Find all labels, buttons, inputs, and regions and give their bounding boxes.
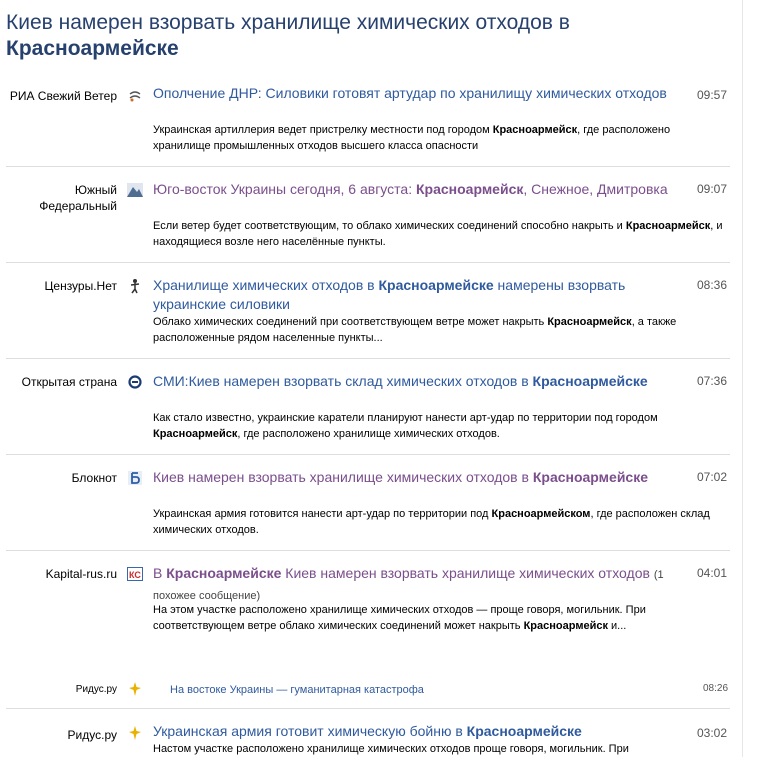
similar-count[interactable]: (1 похожее сообщение) [153,569,664,602]
story-headline[interactable]: Юго-восток Украины сегодня, 6 августа: Красноармейск, Снежное, Дмитровка [153,181,668,197]
story-item [0,468,742,548]
story-item [0,372,742,452]
star-icon [127,725,143,741]
story-time: 09:57 [697,88,728,102]
source-name[interactable]: РИА Свежий Ветер [9,89,117,103]
source-name[interactable]: Цензуры.Нет [44,279,117,293]
compact-story-item [0,680,742,700]
story-headline[interactable]: Киев намерен взорвать хранилище химических отходов в Красноармейске [153,469,649,485]
source-name[interactable]: Ридус.ру [75,684,117,695]
divider [6,262,730,263]
source-name[interactable]: Южный Федеральный [39,183,117,213]
story-snippet: Украинская артиллерия ведет пристрелку местности под городом Красноармейск, где расположено хранилище промышленных отходов высшего класса опасности [153,124,671,152]
story-time: 07:02 [697,470,728,484]
mountain-icon [127,182,143,198]
divider [6,454,730,455]
story-time: 09:07 [697,182,728,196]
story-item [0,564,742,660]
story-time: 04:01 [697,566,728,580]
story-item [0,722,742,757]
story-headline[interactable]: В Красноармейске Киев намерен взорвать хранилище химических отходов (1 похожее сообщение) [153,565,664,602]
source-name[interactable]: Открытая страна [21,375,117,389]
story-time: 08:36 [697,278,728,292]
story-item [0,180,742,260]
right-border [742,0,743,757]
divider [6,358,730,359]
story-headline[interactable]: СМИ:Киев намерен взорвать склад химических отходов в Красноармейске [153,373,648,389]
star-icon [127,681,143,697]
story-headline[interactable]: На востоке Украины — гуманитарная катастрофа [170,684,424,696]
b-letter-icon [127,470,143,486]
source-name[interactable]: Kapital-rus.ru [45,567,117,581]
story-snippet: Облако химических соединений при соответствующем ветре может накрыть Красноармейск, а также расположенные рядом населенные пункты... [153,316,677,344]
story-snippet: Украинская армия готовится нанести арт-удар по территории под Красноармейском, где расположен склад химических отходов. [153,508,710,536]
story-snippet: Настом участке расположено хранилище химических отходов проще говоря, могильник. При [153,743,629,755]
source-name[interactable]: Блокнот [71,471,117,485]
page-title: Киев намерен взорвать хранилище химических отходов в Красноармейске [6,11,570,60]
source-name[interactable]: Ридус.ру [67,728,117,742]
divider [6,550,730,551]
story-snippet: На этом участке расположено хранилище химических отходов — проще говоря, могильник. При соответствующем ветре облако химических соединений может накрыть Красноармейск и... [153,604,646,632]
story-time: 08:26 [703,683,729,694]
svg-text:КС: КС [129,570,141,580]
figure-icon [127,278,143,294]
divider [6,708,730,709]
wind-icon [127,88,143,104]
story-time: 07:36 [697,374,728,388]
story-item [0,84,742,166]
story-headline[interactable]: Ополчение ДНР: Силовики готовят артудар по хранилищу химических отходов [153,85,667,101]
story-snippet: Если ветер будет соответствующим, то облако химических соединений способно накрыть и Красноармейск, и находящиеся возле него населённые пункты. [153,220,723,248]
story-headline[interactable]: Украинская армия готовит химическую бойню в Красноармейске [153,723,582,739]
story-headline[interactable]: Хранилище химических отходов в Красноармейске намерены взорвать украинские силовики [153,277,626,312]
story-item [0,276,742,356]
circle-logo-icon [127,374,143,390]
divider [6,166,730,167]
kc-logo-icon [127,566,143,582]
story-time: 03:02 [697,726,728,740]
story-snippet: Как стало известно, украинские каратели планируют нанести арт-удар по территории под городом Красноармейск, где расположено хранилище химических отходов. [153,412,658,440]
